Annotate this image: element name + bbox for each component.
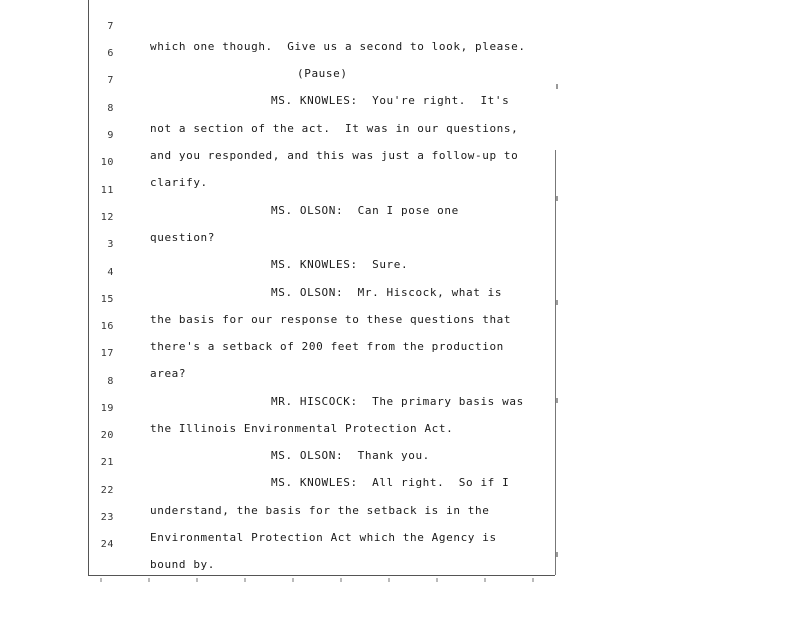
line-text: MS. KNOWLES: Sure. — [271, 258, 409, 271]
margin-mark — [556, 398, 558, 403]
line-number: 24 — [100, 539, 114, 550]
line-number: 10 — [100, 157, 114, 168]
line-number: 7 — [107, 21, 114, 32]
line-text: MS. OLSON: Thank you. — [271, 449, 430, 462]
page-border-left — [88, 0, 89, 575]
page-border-bottom — [88, 575, 555, 576]
line-text: area? — [150, 367, 187, 380]
line-number: 20 — [100, 430, 114, 441]
line-text: the Illinois Environmental Protection Act. — [150, 422, 454, 435]
line-number: 8 — [107, 376, 114, 387]
line-number: 3 — [107, 239, 114, 250]
margin-mark — [556, 84, 558, 89]
line-text: understand, the basis for the setback is in the — [150, 504, 490, 517]
line-text: which one though. Give us a second to look, please. — [150, 40, 526, 53]
line-number: 6 — [107, 48, 114, 59]
line-text: MS. OLSON: Can I pose one — [271, 204, 459, 217]
line-number: 22 — [100, 485, 114, 496]
line-text: the basis for our response to these questions that — [150, 313, 512, 326]
line-number: 16 — [100, 321, 114, 332]
line-text: question? — [150, 231, 216, 244]
line-text: MS. OLSON: Mr. Hiscock, what is — [271, 286, 503, 299]
line-text: (Pause) — [297, 67, 348, 80]
line-text: Environmental Protection Act which the Agency is — [150, 531, 497, 544]
line-number: 12 — [100, 212, 114, 223]
line-text: bound by. — [150, 558, 216, 571]
margin-mark — [556, 196, 558, 201]
page-border-right — [555, 150, 556, 575]
line-number: 23 — [100, 512, 114, 523]
line-text: not a section of the act. It was in our questions, — [150, 122, 519, 135]
line-number: 21 — [100, 457, 114, 468]
line-text: MS. KNOWLES: You're right. It's — [271, 94, 510, 107]
line-number: 11 — [100, 185, 114, 196]
line-text: and you responded, and this was just a follow-up to — [150, 149, 519, 162]
line-number: 19 — [100, 403, 114, 414]
margin-mark — [556, 300, 558, 305]
line-number: 7 — [107, 75, 114, 86]
line-number: 9 — [107, 130, 114, 141]
line-number: 4 — [107, 267, 114, 278]
line-text: there's a setback of 200 feet from the production — [150, 340, 504, 353]
line-number: 17 — [100, 348, 114, 359]
transcript-line — [90, 0, 550, 53]
line-number: 8 — [107, 103, 114, 114]
margin-mark — [556, 552, 558, 557]
line-number: 15 — [100, 294, 114, 305]
line-text: MS. KNOWLES: All right. So if I — [271, 476, 510, 489]
footer-scan-artifacts — [100, 578, 550, 582]
line-text: clarify. — [150, 176, 208, 189]
line-text: MR. HISCOCK: The primary basis was — [271, 395, 524, 408]
